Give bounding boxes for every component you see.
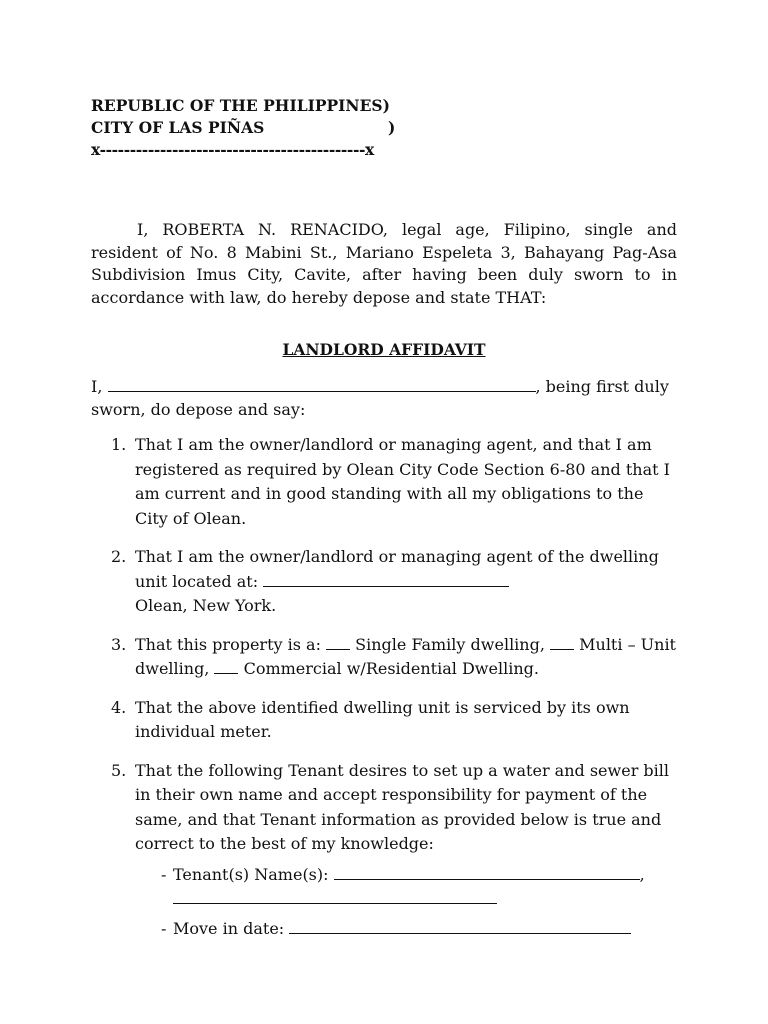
caption-line-city — [91, 117, 411, 139]
option-multi-unit: Multi – Unit dwelling, — [135, 634, 676, 678]
commercial-blank[interactable] — [214, 659, 238, 674]
list-item — [91, 759, 681, 857]
list-item — [91, 633, 681, 682]
item-text: That the above identified dwelling unit is serviced by its own individual meter. — [135, 697, 630, 741]
item-number: 4. — [111, 697, 127, 717]
case-caption — [91, 95, 411, 161]
affiant-prefix: I, — [91, 377, 103, 396]
caption-line-republic: REPUBLIC OF THE PHILIPPINES) — [91, 96, 390, 115]
option-commercial: Commercial w/Residential Dwelling. — [243, 659, 539, 678]
tenant-name-blank[interactable] — [334, 865, 640, 880]
bullet-dash: - — [161, 864, 167, 884]
caption-separator: x--------------------------------------------x — [91, 140, 374, 159]
bullet-dash: - — [161, 918, 167, 938]
list-item — [91, 545, 681, 619]
item-text — [135, 545, 681, 619]
item-text-a: That I am the owner/landlord or managing agent of the dwelling unit located at: — [135, 547, 659, 591]
affiant-name-blank[interactable] — [108, 377, 536, 392]
tenant-name-blank-line2[interactable] — [173, 889, 497, 904]
item-number: 1. — [111, 435, 127, 454]
item-text: That the following Tenant desires to set up a water and sewer bill in their own name and accept responsibility for payment of the same, and that Tenant information as provided below is true and correct to the best of my knowledge: — [135, 760, 670, 853]
affidavit-items — [91, 433, 681, 941]
caption-city-text: CITY OF LAS PIÑAS — [91, 118, 265, 137]
option-single-family: Single Family dwelling, — [355, 634, 545, 654]
item-text-b: Olean, New York. — [135, 596, 277, 615]
tenant-name-comma: , — [639, 864, 645, 884]
intro-paragraph: I, ROBERTA N. RENACIDO, legal age, Filipino, single and resident of No. 8 Mabini St., Mariano Espeleta 3, Bahayang Pag-Asa Subdivision Imus City, Cavite, after having been duly sworn to in accordance with law, do hereby depose and state THAT: — [91, 220, 677, 307]
list-item — [91, 433, 681, 531]
caption-paren: ) — [388, 118, 396, 137]
single-family-blank[interactable] — [326, 635, 350, 650]
list-item — [91, 696, 681, 745]
item-text: That I am the owner/landlord or managing agent, and that I am registered as required by Olean City Code Section 6-80 and that I am current and in good standing with all my obligations to the City of Olean. — [135, 435, 670, 528]
item-number: 5. — [111, 760, 127, 780]
tenant-name-row — [91, 863, 681, 911]
multi-unit-blank[interactable] — [550, 635, 574, 650]
tenant-name-label: Tenant(s) Name(s): — [173, 864, 329, 884]
item-text — [135, 633, 681, 682]
affiant-statement — [91, 375, 677, 421]
affiant-suffix: , being first duly sworn, do depose and say: — [91, 377, 669, 419]
item-text-a: That this property is a: — [135, 634, 321, 654]
item-number: 2. — [111, 547, 127, 566]
move-in-date-blank[interactable] — [289, 919, 631, 934]
move-in-date-row — [91, 917, 681, 941]
move-in-date-label: Move in date: — [173, 918, 285, 938]
item-number: 3. — [111, 634, 127, 654]
document-title: LANDLORD AFFIDAVIT — [282, 340, 486, 359]
dwelling-address-blank[interactable] — [263, 572, 509, 587]
